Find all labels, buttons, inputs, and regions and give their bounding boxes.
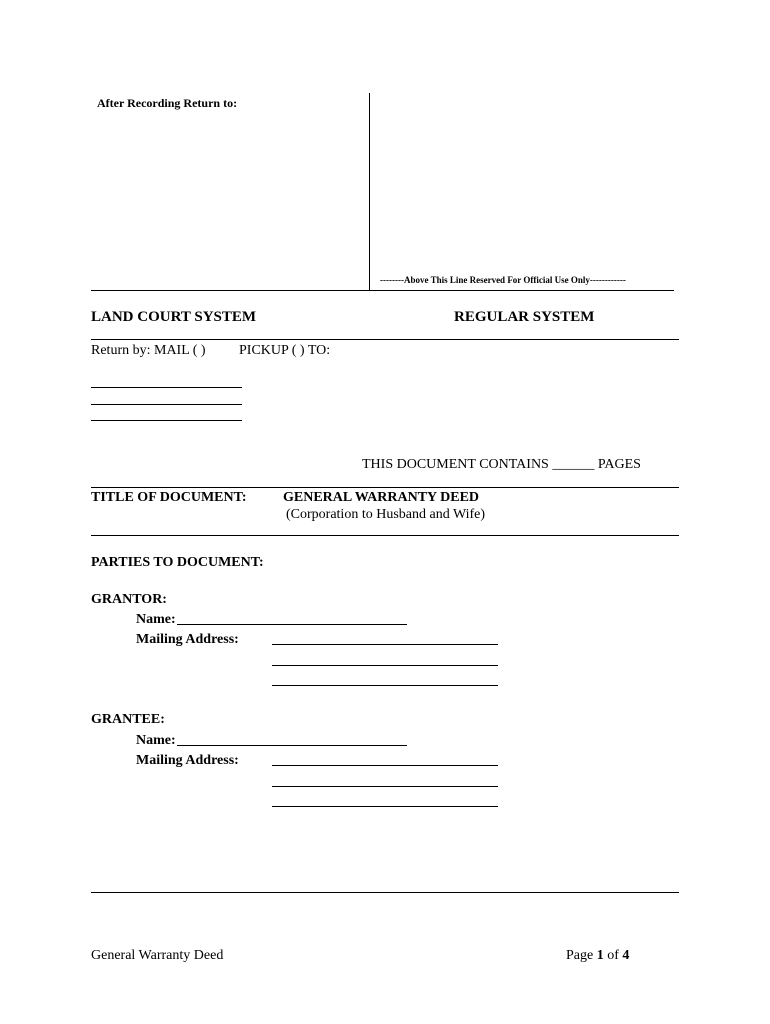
grantor-address-line-3[interactable] xyxy=(272,685,498,686)
grantor-address-line-1[interactable] xyxy=(272,644,498,645)
grantor-name-label: Name: xyxy=(136,612,176,627)
grantor-address-label: Mailing Address: xyxy=(136,632,239,647)
return-to-line-1[interactable] xyxy=(91,387,242,388)
document-subtitle: (Corporation to Husband and Wife) xyxy=(286,507,486,522)
parties-heading: PARTIES TO DOCUMENT: xyxy=(91,555,264,570)
footer-rule xyxy=(91,892,679,893)
title-label: TITLE OF DOCUMENT: xyxy=(91,490,247,505)
page-indicator xyxy=(566,948,629,964)
page-prefix: Page xyxy=(566,948,597,963)
header-right-rule xyxy=(369,290,674,291)
grantor-address-line-2[interactable] xyxy=(272,665,498,666)
systems-rule xyxy=(91,339,679,340)
header-divider xyxy=(369,93,370,290)
grantee-label: GRANTEE: xyxy=(91,712,165,727)
page-current: 1 xyxy=(596,948,604,963)
header-left-rule xyxy=(91,290,369,291)
regular-system: REGULAR SYSTEM xyxy=(454,309,595,325)
grantor-label: GRANTOR: xyxy=(91,592,167,607)
document-title: GENERAL WARRANTY DEED xyxy=(283,490,480,505)
grantee-name-label: Name: xyxy=(136,733,176,748)
return-by-mail: Return by: MAIL ( ) xyxy=(91,343,206,358)
grantee-address-line-3[interactable] xyxy=(272,806,498,807)
page-of: of xyxy=(603,948,623,963)
return-to-label: After Recording Return to: xyxy=(97,96,238,110)
land-court-system: LAND COURT SYSTEM xyxy=(91,309,257,325)
grantee-address-label: Mailing Address: xyxy=(136,753,239,768)
title-top-rule xyxy=(91,487,679,488)
grantee-address-line-2[interactable] xyxy=(272,786,498,787)
footer-document-name: General Warranty Deed xyxy=(91,948,224,963)
document-pages-count: THIS DOCUMENT CONTAINS ______ PAGES xyxy=(362,457,641,472)
title-bottom-rule xyxy=(91,535,679,536)
return-to-line-2[interactable] xyxy=(91,404,242,405)
grantee-name-field[interactable] xyxy=(177,745,407,746)
page-total: 4 xyxy=(622,948,630,963)
return-to-line-3[interactable] xyxy=(91,420,242,421)
official-use-note: --------Above This Line Reserved For Official Use Only------------ xyxy=(380,275,626,285)
return-by-pickup: PICKUP ( ) TO: xyxy=(239,343,331,358)
grantor-name-field[interactable] xyxy=(177,624,407,625)
grantee-address-line-1[interactable] xyxy=(272,765,498,766)
